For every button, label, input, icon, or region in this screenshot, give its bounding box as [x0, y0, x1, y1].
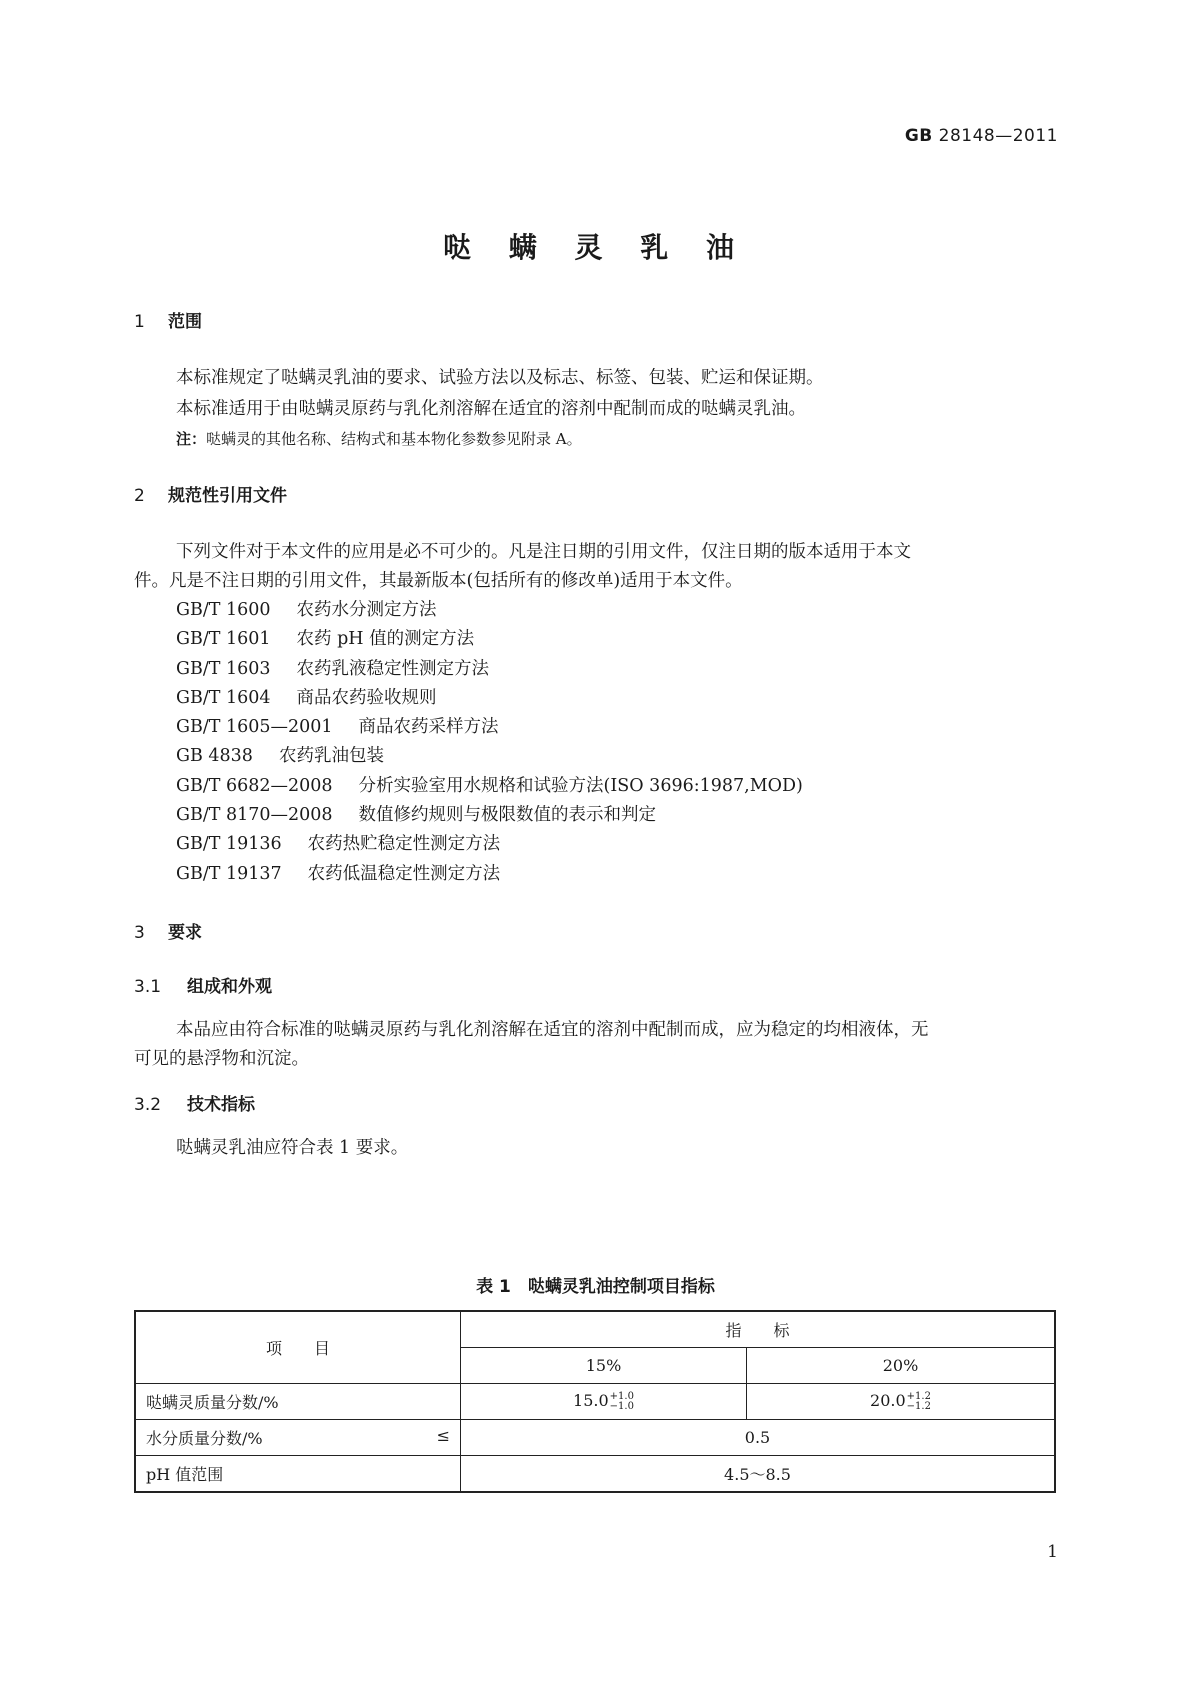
- row-item: pH 值范围: [135, 1456, 461, 1493]
- subheader-20: 20%: [747, 1348, 1056, 1384]
- section-3-1-line-1: 本品应由符合标准的哒螨灵原药与乳化剂溶解在适宜的溶剂中配制而成，应为稳定的均相液体，无: [176, 1020, 929, 1040]
- section-1-heading: 1 范围: [134, 312, 202, 332]
- value-15: 15.0+1.0 −1.0: [461, 1384, 747, 1420]
- reference-item: GB/T 1600 农药水分测定方法: [176, 600, 437, 620]
- reference-item: GB/T 1605—2001 商品农药采样方法: [176, 717, 499, 737]
- reference-item: GB/T 19136 农药热贮稳定性测定方法: [176, 834, 501, 854]
- header-item: 项 目: [135, 1311, 461, 1384]
- row-value: 4.5～8.5: [461, 1456, 1056, 1493]
- tolerance: +1.0 −1.0: [609, 1390, 634, 1412]
- table-row: [135, 1384, 1055, 1420]
- reference-item: GB/T 1601 农药 pH 值的测定方法: [176, 629, 475, 649]
- document-title: 哒 螨 灵 乳 油: [443, 231, 748, 264]
- section-3-1-heading: 3.1 组成和外观: [134, 977, 272, 997]
- section-2-intro-line-2: 件。凡是不注日期的引用文件，其最新版本(包括所有的修改单)适用于本文件。: [134, 571, 743, 591]
- section-3-2-heading: 3.2 技术指标: [134, 1095, 255, 1115]
- reference-item: GB/T 1603 农药乳液稳定性测定方法: [176, 659, 490, 679]
- subheader-15: 15%: [461, 1348, 747, 1384]
- reference-item: GB/T 19137 农药低温稳定性测定方法: [176, 864, 501, 884]
- standard-code: GB 28148—2011: [904, 126, 1058, 146]
- reference-item: GB/T 8170—2008 数值修约规则与极限数值的表示和判定: [176, 805, 657, 825]
- spec-table: [134, 1310, 1056, 1493]
- reference-item: GB/T 6682—2008 分析实验室用水规格和试验方法(ISO 3696:1987,MOD): [176, 776, 803, 796]
- table-caption: 表 1 哒螨灵乳油控制项目指标: [476, 1277, 715, 1297]
- table-row: [135, 1456, 1055, 1493]
- tolerance: +1.2 −1.2: [906, 1390, 931, 1412]
- less-equal-symbol: ≤: [436, 1426, 450, 1445]
- section-3-1-line-2: 可见的悬浮物和沉淀。: [134, 1049, 309, 1069]
- section-1-note: 注：哒螨灵的其他名称、结构式和基本物化参数参见附录 A。: [176, 430, 582, 448]
- row-value: 0.5: [461, 1420, 1056, 1456]
- section-3-heading: 3 要求: [134, 923, 202, 943]
- reference-item: GB 4838 农药乳油包装: [176, 746, 384, 766]
- page-number: 1: [1047, 1542, 1058, 1562]
- section-2-intro-line-1: 下列文件对于本文件的应用是必不可少的。凡是注日期的引用文件，仅注日期的版本适用于本文: [176, 542, 911, 562]
- row-item: 哒螨灵质量分数/%: [135, 1384, 461, 1420]
- table-row: [135, 1420, 1055, 1456]
- section-3-2-text: 哒螨灵乳油应符合表 1 要求。: [176, 1138, 409, 1158]
- value-20: 20.0+1.2 −1.2: [747, 1384, 1056, 1420]
- section-1-paragraph-1: 本标准规定了哒螨灵乳油的要求、试验方法以及标志、标签、包装、贮运和保证期。: [176, 368, 824, 388]
- reference-item: GB/T 1604 商品农药验收规则: [176, 688, 437, 708]
- header-index: 指 标: [461, 1311, 1056, 1348]
- table-header-row: [135, 1311, 1055, 1348]
- section-1-paragraph-2: 本标准适用于由哒螨灵原药与乳化剂溶解在适宜的溶剂中配制而成的哒螨灵乳油。: [176, 399, 806, 419]
- row-item: 水分质量分数/% ≤: [135, 1420, 461, 1456]
- section-2-heading: 2 规范性引用文件: [134, 486, 287, 506]
